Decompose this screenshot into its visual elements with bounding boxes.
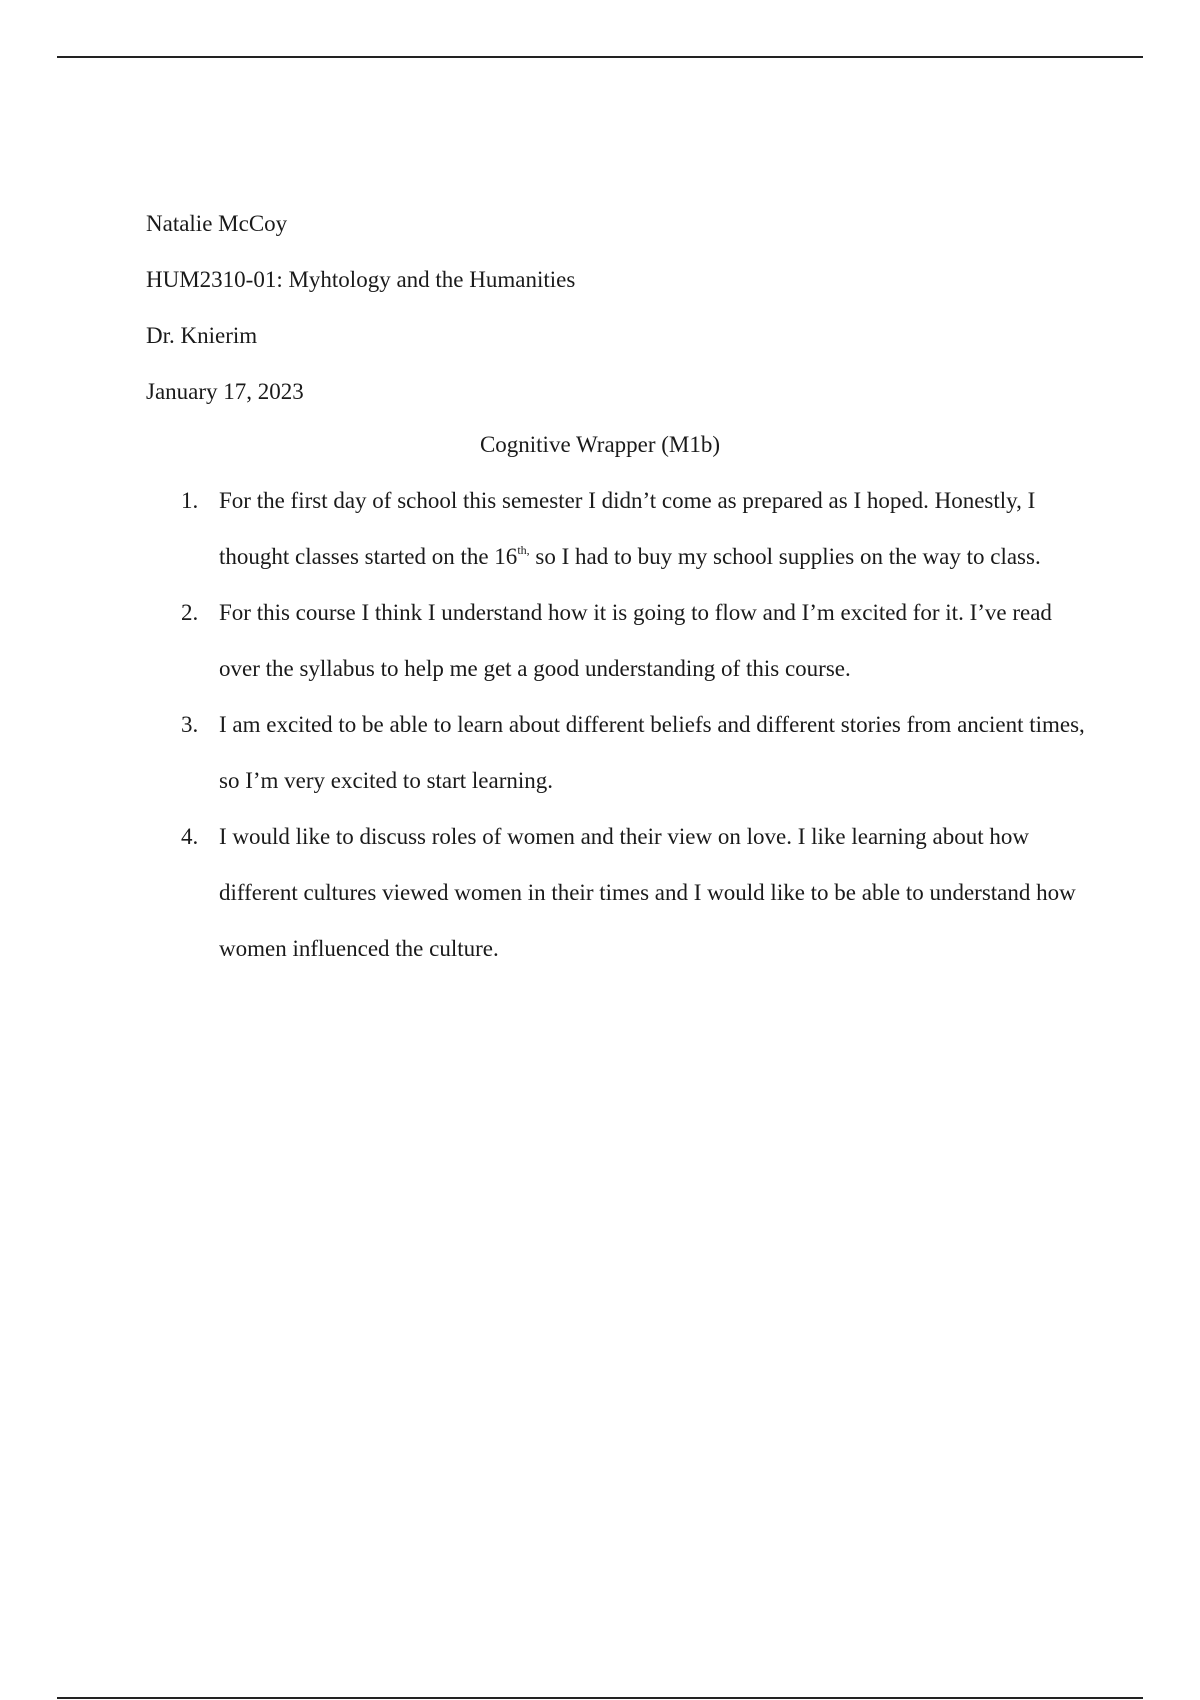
answer-list [146, 473, 1096, 977]
answer-text: I would like to discuss roles of women and their view on love. I like learning about how different cultures viewed women in their times and I would like to be able to understand how women influenced the culture. [219, 824, 1076, 961]
answer-text: For this course I think I understand how it is going to flow and I’m excited for it. I’ve read over the syllabus to help me get a good understanding of this course. [219, 600, 1052, 681]
answer-item-1 [146, 473, 1096, 585]
instructor-name: Dr. Knierim [146, 323, 258, 348]
ordinal-superscript: th, [517, 543, 530, 557]
bottom-rule [57, 1697, 1143, 1699]
answer-text: I am excited to be able to learn about different beliefs and different stories from ancient times, so I’m very excited to start learning. [219, 712, 1085, 793]
answer-item-3 [146, 697, 1096, 809]
answer-text: For the first day of school this semester I didn’t come as prepared as I hoped. Honestly, I thought classes started on the 16 [219, 488, 1036, 569]
student-name: Natalie McCoy [146, 211, 288, 236]
answer-item-4 [146, 809, 1096, 977]
document-header [146, 196, 1086, 420]
top-rule [57, 56, 1143, 58]
course-name: HUM2310-01: Myhtology and the Humanities [146, 267, 576, 292]
answer-item-2 [146, 585, 1096, 697]
document-title: Cognitive Wrapper (M1b) [479, 432, 721, 457]
answer-number: 4. [181, 824, 199, 849]
answer-text-continued: so I had to buy my school supplies on the way to class. [529, 544, 1041, 569]
answer-number: 1. [181, 488, 199, 513]
answer-number: 2. [181, 600, 199, 625]
document-date: January 17, 2023 [146, 379, 304, 404]
answer-number: 3. [181, 712, 199, 737]
